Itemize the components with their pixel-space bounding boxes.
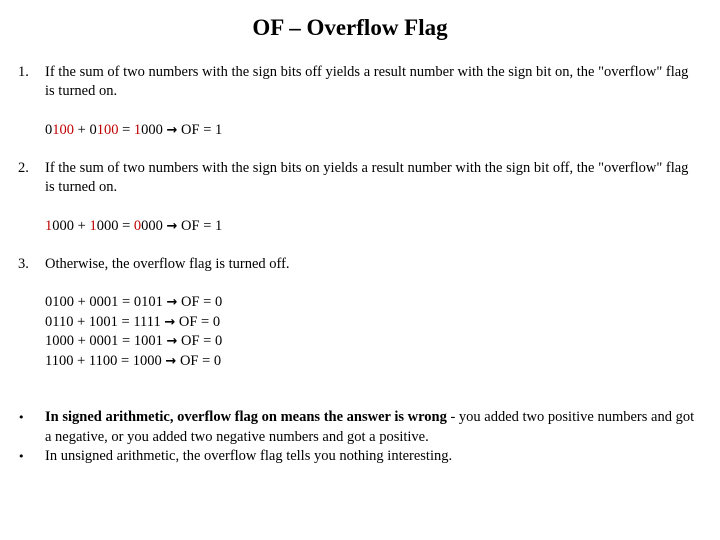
- bullet-item-unsigned: [18, 447, 698, 467]
- numbered-item-1: [18, 63, 698, 101]
- expression: 1100 + 1100 = 1000: [45, 352, 166, 369]
- right-arrow-icon: →: [166, 334, 178, 349]
- flag-value: OF = 1: [177, 218, 223, 234]
- flag-value: OF = 1: [177, 122, 223, 138]
- operand-a-rest: 000: [52, 218, 74, 234]
- bullet-icon: •: [18, 411, 25, 424]
- flag-value: OF = 0: [176, 352, 222, 369]
- example-1: [45, 121, 222, 140]
- right-arrow-icon: →: [165, 353, 177, 369]
- example-row: [45, 313, 222, 333]
- item-text: If the sum of two numbers with the sign bits off yields a result number with the sign bit on, the "overflow" flag is turned on.: [45, 64, 689, 99]
- bullet-text: In unsigned arithmetic, the overflow flag tells you nothing interesting.: [45, 448, 453, 464]
- bullet-bold-text: In signed arithmetic, overflow flag on means the answer is wrong: [45, 409, 447, 425]
- equals-sign: =: [118, 218, 134, 234]
- right-arrow-icon: →: [166, 123, 178, 138]
- numbered-item-3: [18, 255, 698, 274]
- bullet-icon: •: [18, 450, 25, 463]
- result-rest: 000: [141, 218, 163, 234]
- operand-a-sign: 1: [45, 218, 53, 234]
- right-arrow-icon: →: [164, 314, 176, 330]
- example-2: [45, 217, 222, 236]
- operand-a-rest: 100: [52, 122, 74, 138]
- result-sign: 1: [133, 122, 142, 138]
- right-arrow-icon: →: [166, 295, 178, 310]
- item-number: 1.: [18, 64, 29, 80]
- plus-sign: +: [74, 122, 90, 138]
- right-arrow-icon: →: [166, 219, 178, 234]
- result-rest: 000: [141, 122, 163, 138]
- equals-sign: =: [118, 122, 134, 138]
- expression: 0110 + 1001 = 1111: [45, 313, 165, 330]
- operand-b-rest: 000: [96, 218, 119, 234]
- item-text: If the sum of two numbers with the sign bits on yields a result number with the sign bit off, the "overflow" flag is turned on.: [45, 160, 689, 195]
- example-row: [45, 352, 222, 372]
- operand-a-sign: 0: [45, 122, 53, 138]
- operand-b-rest: 100: [96, 122, 119, 138]
- example-row: [45, 293, 222, 313]
- flag-value: OF = 0: [177, 294, 223, 310]
- example-row: [45, 332, 222, 352]
- item-text: Otherwise, the overflow flag is turned off.: [45, 256, 290, 272]
- plus-sign: +: [74, 218, 90, 234]
- expression: 0100 + 0001 = 0101: [45, 294, 167, 310]
- result-sign: 0: [133, 218, 142, 234]
- bullet-text: - you added two positive numbers and got a negative, or you added two negative numbers and got a positive.: [45, 409, 695, 445]
- expression: 1000 + 0001 = 1001: [45, 333, 167, 349]
- item-number: 3.: [18, 256, 29, 272]
- page-title: OF – Overflow Flag: [252, 15, 448, 40]
- item-number: 2.: [18, 160, 29, 176]
- numbered-item-2: [18, 159, 698, 197]
- flag-value: OF = 0: [177, 333, 223, 349]
- bullet-item-signed: [18, 408, 698, 447]
- summary-bullets: [18, 408, 698, 467]
- operand-b-sign: 1: [89, 218, 97, 234]
- operand-b-sign: 0: [89, 122, 97, 138]
- example-list-3: [45, 293, 222, 371]
- flag-value: OF = 0: [175, 313, 221, 330]
